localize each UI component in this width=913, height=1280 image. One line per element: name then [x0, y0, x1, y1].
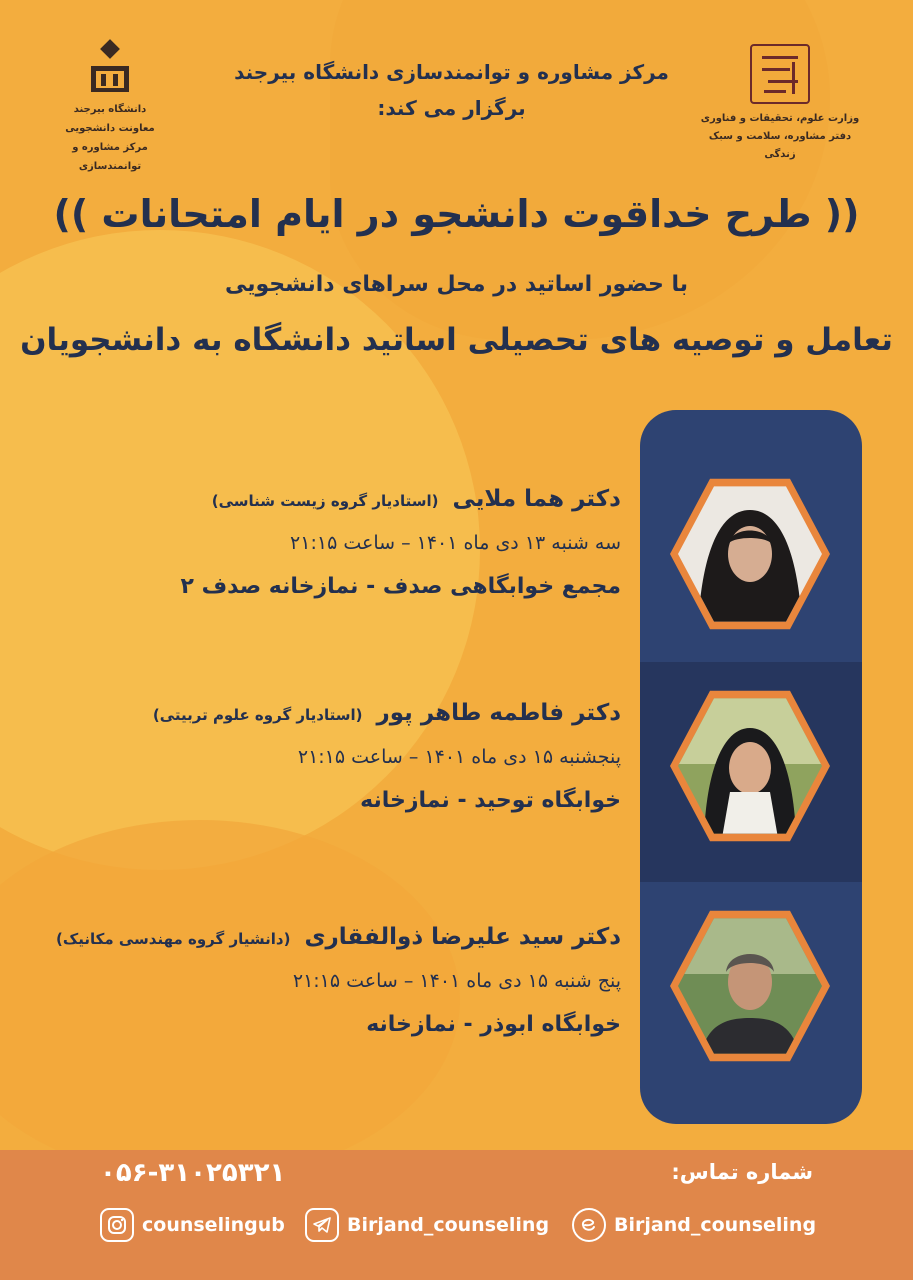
eitaa-icon [572, 1208, 606, 1242]
logo-right-line: دفتر مشاوره، سلامت و سبک زندگی [708, 131, 852, 160]
logo-left-line: معاونت دانشجویی [65, 123, 155, 134]
professor-card [21, 486, 621, 599]
university-emblem-icon [87, 38, 133, 94]
woman-portrait-icon [678, 694, 822, 838]
woman-portrait-icon [678, 482, 822, 626]
telegram-icon [305, 1208, 339, 1242]
subtitle-secondary: تعامل و توصیه های تحصیلی اساتید دانشگاه به دانشجویان [20, 322, 893, 358]
session-place: مجمع خوابگاهی صدف - نمازخانه صدف ۲ [180, 574, 621, 599]
instagram-handle: counselingub [142, 1214, 285, 1236]
organizer-line: مرکز مشاوره و توانمندسازی دانشگاه بیرجند [234, 60, 669, 84]
professor-card [21, 924, 621, 1037]
page-title: (( طرح خداقوت دانشجو در ایام امتحانات )) [53, 192, 860, 236]
contact-label: شماره تماس: [671, 1160, 813, 1184]
instagram-icon [100, 1208, 134, 1242]
telegram-link[interactable] [305, 1208, 549, 1242]
university-logo [40, 38, 180, 176]
professor-name: دکتر هما ملایی [452, 486, 621, 512]
professor-card [21, 700, 621, 813]
instagram-link[interactable] [100, 1208, 285, 1242]
professor-name: دکتر سید علیرضا ذوالفقاری [304, 924, 621, 950]
session-time: پنج شنبه ۱۵ دی ماه ۱۴۰۱ – ساعت ۲۱:۱۵ [292, 970, 621, 992]
professor-role: (دانشیار گروه مهندسی مکانیک) [56, 930, 291, 948]
session-place: خوابگاه ابوذر - نمازخانه [366, 1012, 621, 1037]
eitaa-link[interactable] [572, 1208, 816, 1242]
organizer-line: برگزار می کند: [377, 96, 526, 120]
ministry-logo [695, 44, 865, 164]
professor-name-row [21, 924, 621, 950]
ministry-emblem-icon [750, 44, 810, 104]
professor-name-row [21, 700, 621, 726]
session-time: پنجشنبه ۱۵ دی ماه ۱۴۰۱ – ساعت ۲۱:۱۵ [297, 746, 621, 768]
professor-name-row [21, 486, 621, 512]
session-place: خوابگاه توحید - نمازخانه [360, 788, 621, 813]
logo-left-line: دانشگاه بیرجند [73, 104, 147, 115]
professor-role: (استادیار گروه علوم تربیتی) [152, 706, 363, 724]
eitaa-handle: Birjand_counseling [614, 1214, 817, 1236]
logo-right-line: وزارت علوم، تحقیقات و فناوری [700, 113, 860, 124]
subtitle: با حضور اساتید در محل سراهای دانشجویی [224, 272, 689, 297]
telegram-handle: Birjand_counseling [347, 1214, 550, 1236]
logo-left-line: مرکز مشاوره و توانمندسازی [72, 142, 148, 172]
phone-number[interactable]: ۰۵۶-۳۱۰۲۵۳۲۱ [100, 1158, 286, 1188]
session-time: سه شنبه ۱۳ دی ماه ۱۴۰۱ – ساعت ۲۱:۱۵ [290, 532, 621, 554]
professor-name: دکتر فاطمه طاهر پور [376, 700, 621, 726]
man-portrait-icon [678, 914, 822, 1058]
organizer-heading [190, 54, 713, 126]
professor-role: (استادیار گروه زیست شناسی) [211, 492, 439, 510]
